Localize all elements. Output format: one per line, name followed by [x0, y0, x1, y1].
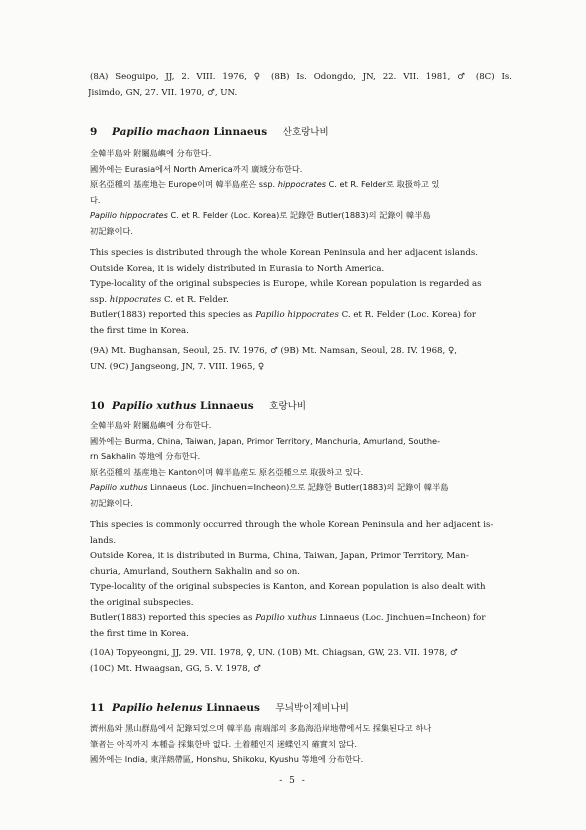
record-line: UN. (9C) Jangseong, JN, 7. VIII. 1965, ♀ [90, 361, 265, 372]
korean-line: 全韓半島와 附屬島嶼에 分布한다. [90, 420, 212, 430]
korean-line: 國外에는 Eurasia에서 North America까지 廣域分布한다. [90, 163, 303, 174]
species-korean-name: 산호랑나비 [282, 127, 329, 138]
record-line: (8A) Seoguipo, JJ, 2. VIII. 1976, ♀ (8B) Is. Odongdo, JN, 22. VII. 1981, ♂ (8C) Is. [90, 72, 512, 82]
species-heading [90, 398, 512, 412]
page-number: - 5 - [279, 776, 307, 786]
english-line: the original subspecies. [90, 597, 194, 608]
species-9-korean-text [90, 146, 512, 239]
record-line: (10C) Mt. Hwaagsan, GG, 5. V. 1978, ♂ [90, 663, 261, 674]
species-author: Linnaeus [199, 400, 254, 412]
korean-line: Papilio hippocrates C. et R. Felder (Loc. Korea)로 記錄한 Butler(1883)의 記錄이 韓半島 [90, 210, 431, 220]
korean-line: rn Sakhalin 等地에 分布한다. [90, 451, 201, 461]
korean-line: 原名亞種의 基産地는 Europe이며 韓半島産은 ssp. hippocrates C. et R. Felder로 取扱하고 있 [90, 179, 440, 189]
records-8 [90, 70, 512, 101]
english-line: Outside Korea, it is widely distributed in Eurasia to North America. [90, 263, 385, 274]
species-author: Linnaeus [206, 702, 260, 714]
species-11-heading [90, 700, 512, 714]
record-line: (9A) Mt. Bughansan, Seoul, 25. IV. 1976, ♂ (9B) Mt. Namsan, Seoul, 28. IV. 1968, ♀, [90, 346, 457, 356]
korean-line: 原名亞種의 基産地는 Kanton이며 韓半島産도 原名亞種으로 取扱하고 있다. [90, 466, 364, 477]
species-heading [90, 124, 512, 138]
english-line: Butler(1883) reported this species as Papilio hippocrates C. et R. Felder (Loc. Korea) for [90, 310, 477, 320]
korean-line: 濟州島와 黑山群島에서 記錄되었으며 韓半島 南端部의 多島海沿岸地帶에서도 採集된다고 하나 [90, 723, 432, 733]
korean-line: 다. [90, 194, 101, 205]
korean-line: 國外에는 India, 東洋熱帶區, Honshu, Shikoku, Kyushu 等地에 分布한다. [90, 754, 364, 764]
english-line: ssp. hippocrates C. et R. Felder. [90, 294, 229, 305]
record-line: (10A) Topyeongni, JJ, 29. VII. 1978, ♀, UN. (10B) Mt. Chiagsan, GW, 23. VII. 1978, ♂ [90, 648, 458, 658]
korean-line: 國外에는 Burma, China, Taiwan, Japan, Primor Territory, Manchuria, Amurland, Southe- [90, 435, 441, 446]
species-10-heading [90, 398, 512, 412]
species-scientific-name: Papilio machaon [112, 126, 210, 138]
record-line: Jisimdo, GN, 27. VII. 1970, ♂, UN. [88, 87, 238, 98]
korean-line: 筆者는 아직까지 本種을 採集한바 없다. 土着種인지 迷蝶인지 確實치 않다. [90, 738, 357, 749]
species-9-english-text [90, 246, 512, 339]
english-line: This species is commonly occurred through the whole Korean Peninsula and her adjacent is- [90, 520, 494, 530]
species-author: Linnaeus [213, 126, 268, 138]
species-10-records [90, 646, 512, 677]
species-heading [90, 700, 512, 714]
species-scientific-name: Papilio xuthus [112, 400, 197, 412]
species-korean-name: 호랑나비 [269, 401, 307, 412]
species-9-heading [90, 124, 512, 138]
english-line: Type-locality of the original subspecies is Kanton, and Korean population is also dealt with [90, 582, 486, 592]
english-line: This species is distributed through the whole Korean Peninsula and her adjacent islands. [90, 248, 479, 258]
english-line: Butler(1883) reported this species as Papilio xuthus Linnaeus (Loc. Jinchuen=Incheon) for [90, 613, 486, 623]
korean-line: 初記錄이다. [90, 497, 133, 508]
english-line: lands. [90, 535, 117, 546]
species-korean-name: 무늬박이제비나비 [275, 703, 349, 714]
english-line: Type-locality of the original subspecies is Europe, while Korean population is regarded as [90, 279, 482, 289]
english-line: churia, Amurland, Southern Sakhalin and so on. [90, 566, 301, 577]
korean-line: Papilio xuthus Linnaeus (Loc. Jinchuen=Incheon)으로 記錄한 Butler(1883)의 記錄이 韓半島 [90, 482, 449, 492]
species-10-korean-text [90, 418, 512, 511]
english-line: Outside Korea, it is distributed in Burma, China, Taiwan, Japan, Primor Territory, Man- [90, 551, 469, 561]
species-9-records [90, 344, 512, 375]
species-number: 9 [90, 126, 98, 138]
english-line: the first time in Korea. [90, 628, 189, 639]
species-number: 11 [90, 702, 105, 714]
korean-line: 全韓半島와 附屬島嶼에 分布한다. [90, 148, 212, 158]
species-10-english-text [90, 518, 512, 642]
species-11-korean-text [90, 721, 512, 768]
species-number: 10 [90, 400, 105, 412]
english-line: the first time in Korea. [90, 325, 189, 336]
species-scientific-name: Papilio helenus [112, 702, 203, 714]
korean-line: 初記錄이다. [90, 225, 133, 236]
